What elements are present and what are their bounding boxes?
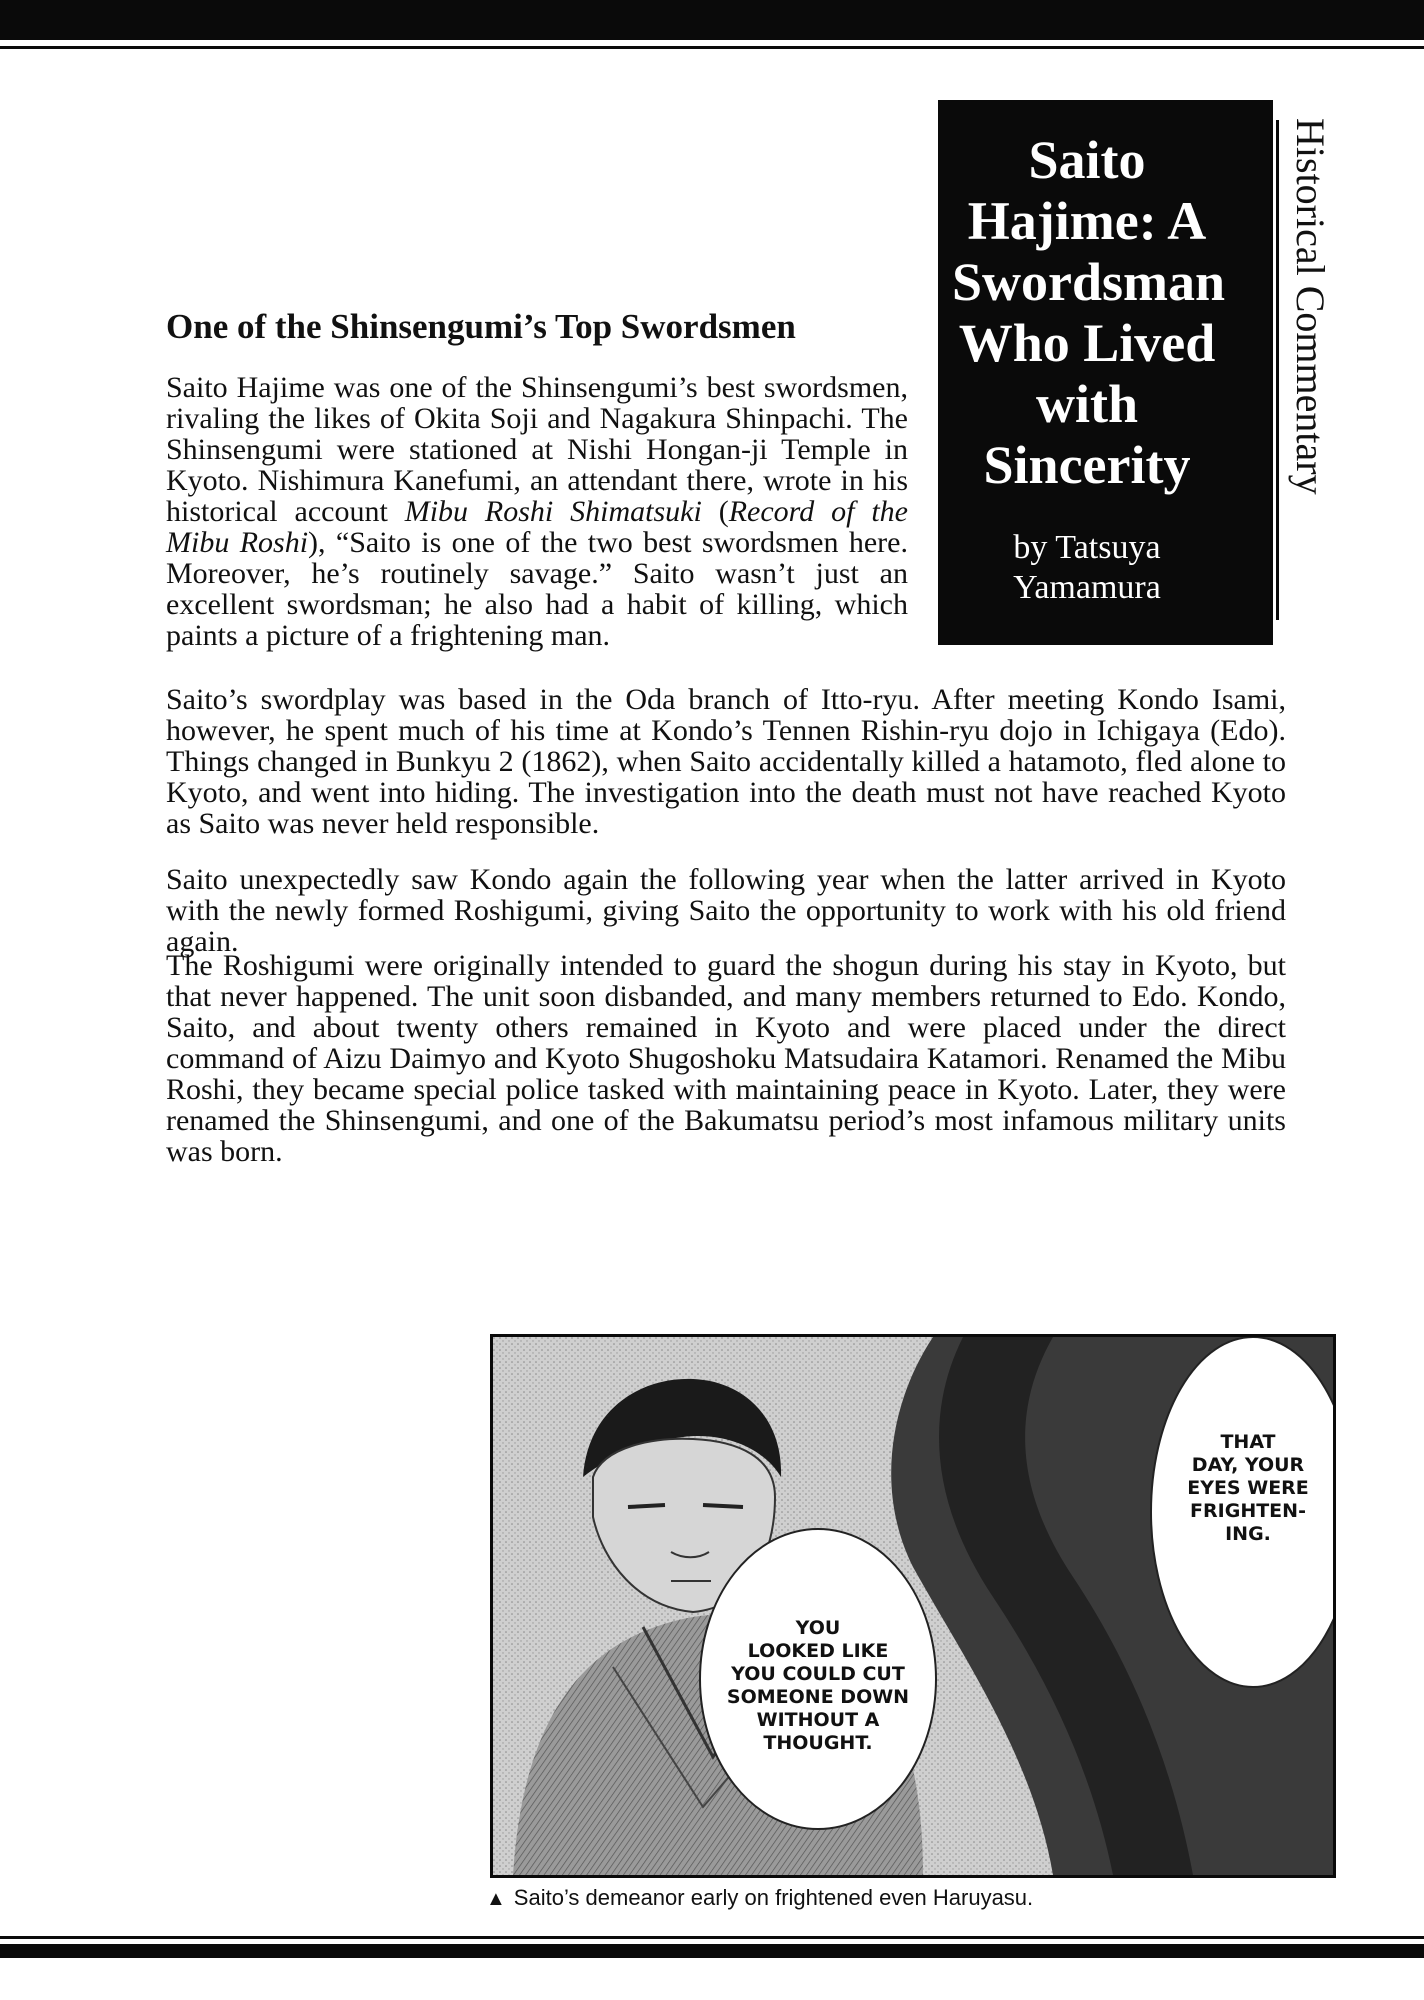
caption-text: Saito’s demeanor early on frightened even Haruyasu. [513, 1885, 1034, 1910]
manga-panel [490, 1334, 1336, 1878]
paragraph-3: Saito unexpectedly saw Kondo again the following year when the latter arrived in Kyoto with the newly formed Roshigumi, giving Saito the opportunity to work with his old friend again. [166, 863, 1286, 958]
book-title-translation-italic: Record of the Mibu Roshi [166, 495, 908, 559]
bubble-line: FRIGHTEN- [1190, 1500, 1306, 1522]
bubble-line: YOU [795, 1617, 841, 1639]
book-title-italic: Mibu Roshi Shimatsuki [404, 495, 702, 528]
bubble-line: LOOKED LIKE [747, 1640, 889, 1662]
bubble-line: YOU COULD CUT [731, 1663, 905, 1685]
bottom-border-bar [0, 1944, 1424, 1958]
paragraph-4: The Roshigumi were originally intended to guard the shogun during his stay in Kyoto, but that never happened. The unit soon disbanded, and many members returned to Edo. Kondo, Saito, and about twenty others remained in Kyoto and were placed under the direct command of Aizu Daimyo and Kyoto Shugoshoku Matsudaira Katamori. Renamed the Mibu Roshi, they became special police tasked with maintaining peace in Kyoto. Later, they were renamed the Shinsengumi, and one of the Bakumatsu period’s most infamous military units was born. [166, 949, 1286, 1168]
title-line: Hajime: A [967, 191, 1207, 251]
title-line: Saito [1028, 130, 1146, 190]
paragraph-1 [166, 372, 908, 651]
top-border-rule [0, 46, 1424, 49]
bubble-line: THOUGHT. [763, 1732, 873, 1754]
paragraph-text: Saito Hajime was one of the Shinsengumi’s best swordsmen, rivaling the likes of Okita Soji and Nagakura Shinpachi. The Shinsengumi were stationed at Nishi Hongan-ji Temple in Kyoto. Nishimura Kanefumi, an attendant there, wrote in his historical account [166, 371, 908, 528]
section-label-vertical: Historical Commentary [1288, 118, 1333, 495]
bubble-line: ING. [1225, 1523, 1271, 1545]
bubble-line: DAY, YOUR [1191, 1454, 1305, 1476]
speech-bubble-center [723, 1617, 913, 1755]
manga-illustration [493, 1337, 1333, 1875]
panel-caption [486, 1884, 1186, 1913]
bubble-line: WITHOUT A [756, 1709, 880, 1731]
article-title [952, 130, 1226, 496]
bubble-line: EYES WERE [1187, 1477, 1309, 1499]
paragraph-text: ( [701, 495, 729, 528]
triangle-marker-icon: ▲ [486, 1888, 506, 1910]
bubble-line: SOMEONE DOWN [726, 1686, 910, 1708]
top-border-bar [0, 0, 1424, 40]
speech-bubble-right [1183, 1431, 1313, 1546]
paragraph-2: Saito’s swordplay was based in the Oda branch of Itto-ryu. After meeting Kondo Isami, however, he spent much of his time at Kondo’s Tennen Rishin-ryu dojo in Ichigaya (Edo). Things changed in Bunkyu 2 (1862), when Saito accidentally killed a hatamoto, fled alone to Kyoto, and went into hiding. The investigation into the death must not have reached Kyoto as Saito was never held responsible. [166, 683, 1286, 840]
article-author [952, 528, 1222, 608]
title-line: Swordsman [952, 252, 1226, 312]
title-line: Sincerity [983, 435, 1191, 495]
title-box [938, 100, 1273, 645]
bottom-border-rule [0, 1936, 1424, 1939]
title-line: with [1035, 374, 1138, 434]
author-line: by Tatsuya [1013, 529, 1161, 566]
section-heading: One of the Shinsengumi’s Top Swordsmen [166, 307, 796, 346]
bubble-line: THAT [1220, 1431, 1276, 1453]
vertical-divider [1276, 120, 1279, 620]
author-line: Yamamura [1013, 569, 1161, 606]
paragraph-text: ), “Saito is one of the two best swordsmen here. Moreover, he’s routinely savage.” Saito wasn’t just an excellent swordsman; he also had a habit of killing, which paints a picture of a frightening man. [166, 526, 908, 652]
title-line: Who Lived [958, 313, 1216, 373]
